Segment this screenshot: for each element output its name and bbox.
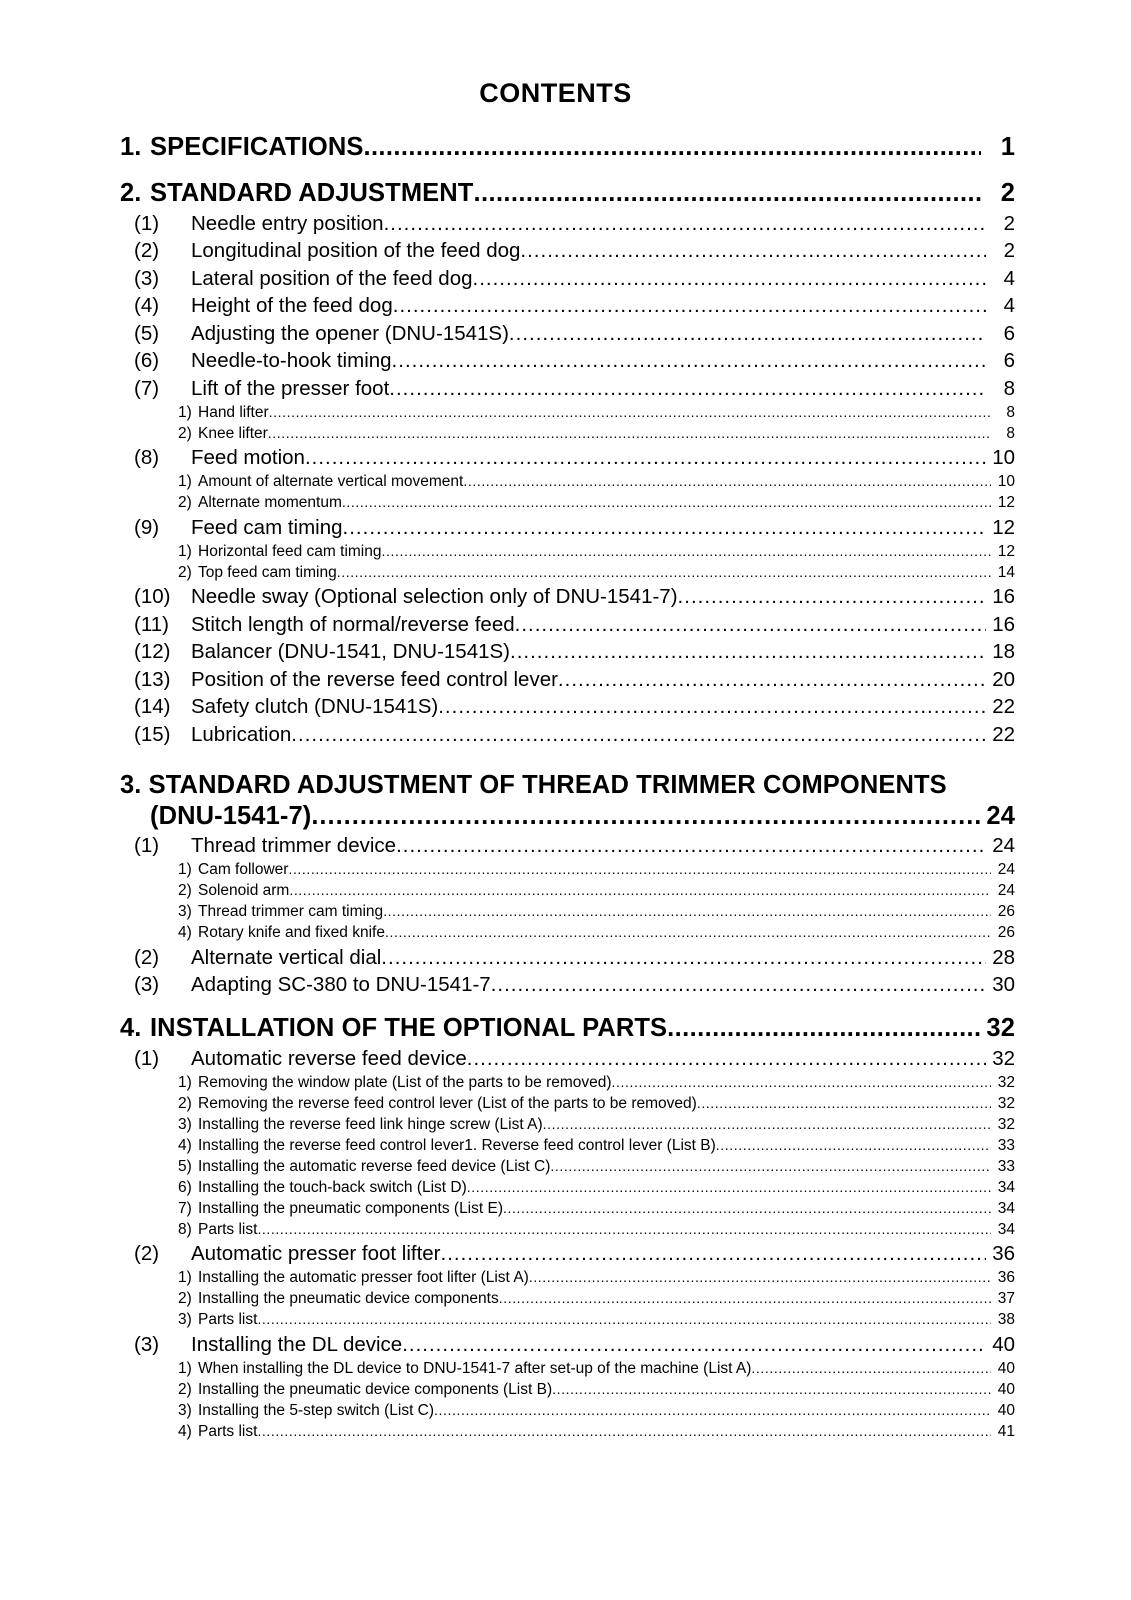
toc-entry-label: Installing the touch-back switch (List D) xyxy=(198,1178,467,1196)
toc-entry-label: INSTALLATION OF THE OPTIONAL PARTS xyxy=(150,1014,668,1042)
toc-page-number: 22 xyxy=(992,695,1015,718)
toc-entry-number: (15) xyxy=(134,722,171,746)
toc-page-number: 12 xyxy=(992,515,1015,539)
toc-entry-level3[interactable] xyxy=(120,1200,1015,1218)
toc-page-number: 24 xyxy=(997,861,1015,878)
toc-entry-number: 7) xyxy=(178,1199,192,1217)
toc-entry-number: 1) xyxy=(178,1269,192,1286)
toc-entry-label: Installing the pneumatic components (List E) xyxy=(198,1199,503,1217)
toc-entry-label: Safety clutch (DNU-1541S) xyxy=(191,695,439,718)
toc-page-number: 36 xyxy=(997,1269,1015,1286)
toc-page-number: 24 xyxy=(992,834,1015,857)
toc-entry-number: 2) xyxy=(178,1094,192,1112)
toc-leader-dots xyxy=(384,212,986,236)
toc-page-number: 32 xyxy=(992,1046,1015,1070)
toc-entry-label: Removing the reverse feed control lever (List of the parts to be removed) xyxy=(198,1094,697,1112)
toc-leader-dots xyxy=(510,640,986,664)
toc-entry-label-continued: (DNU-1541-7) xyxy=(150,801,312,830)
toc-entry-label: When installing the DL device to DNU-1541-7 after set-up of the machine (List A) xyxy=(198,1359,752,1377)
toc-entry-number: 3) xyxy=(178,1311,192,1328)
toc-page-number: 20 xyxy=(992,667,1015,691)
toc-entry-number: 3) xyxy=(178,1401,192,1419)
toc-leader-dots xyxy=(678,585,986,609)
toc-entry-label: Knee lifter xyxy=(198,424,268,442)
toc-entry-level2[interactable] xyxy=(120,267,1015,291)
toc-entry-number: 3) xyxy=(178,903,192,920)
toc-entry-level3[interactable] xyxy=(120,882,1015,900)
toc-page-number: 1 xyxy=(1000,133,1015,161)
toc-entry-number: 3) xyxy=(178,1115,192,1133)
toc-entry-label: Automatic presser foot lifter xyxy=(191,1242,441,1265)
toc-page-number: 6 xyxy=(1003,321,1015,345)
toc-page-number: 33 xyxy=(997,1136,1015,1154)
toc-entry-number: 4) xyxy=(178,924,192,941)
toc-leader-dots xyxy=(342,494,991,512)
toc-leader-dots xyxy=(268,425,991,443)
toc-leader-dots xyxy=(515,613,986,637)
toc-leader-dots xyxy=(697,1095,991,1113)
toc-entry-number: (5) xyxy=(134,321,160,345)
toc-entry-label: Longitudinal position of the feed dog xyxy=(191,239,521,262)
toc-entry-level2[interactable] xyxy=(120,1242,1015,1266)
toc-entry-number: 5) xyxy=(178,1157,192,1175)
toc-entry-level3[interactable] xyxy=(120,473,1015,491)
toc-entry-number: 3. xyxy=(120,770,142,799)
toc-entry-label: Removing the window plate (List of the parts to be removed) xyxy=(198,1073,612,1091)
toc-entry-number: 2) xyxy=(178,424,192,442)
toc-page-number: 4 xyxy=(1003,266,1015,290)
toc-entry-level3[interactable] xyxy=(120,1381,1015,1399)
toc-entry-level2[interactable] xyxy=(120,377,1015,401)
toc-entry-label: Feed motion xyxy=(191,446,305,469)
toc-leader-dots xyxy=(716,1137,991,1155)
toc-entry-level3[interactable] xyxy=(120,861,1015,879)
toc-entry-title-line2 xyxy=(120,802,1015,831)
toc-entry-label: Installing the 5-step switch (List C) xyxy=(198,1401,435,1419)
toc-entry-level3[interactable] xyxy=(120,1158,1015,1176)
toc-page-number: 2 xyxy=(1000,179,1015,207)
toc-entry-level2[interactable] xyxy=(120,640,1015,664)
toc-leader-dots xyxy=(520,239,986,263)
toc-leader-dots xyxy=(257,1423,991,1441)
toc-entry-number: 4) xyxy=(178,1422,192,1440)
toc-entry-level2[interactable] xyxy=(120,585,1015,609)
toc-entry-number: 2) xyxy=(178,1380,192,1398)
toc-entry-label: STANDARD ADJUSTMENT xyxy=(150,179,474,207)
toc-entry-number: (3) xyxy=(134,266,160,290)
toc-entry-label: Solenoid arm xyxy=(198,882,290,899)
toc-page-number: 41 xyxy=(997,1422,1015,1440)
toc-entry-label: Lubrication xyxy=(191,722,292,746)
toc-entry-label: Alternate momentum xyxy=(198,494,342,511)
toc-entry-level2[interactable] xyxy=(120,668,1015,692)
toc-entry-level3[interactable] xyxy=(120,543,1015,561)
toc-leader-dots xyxy=(667,1014,981,1043)
toc-leader-dots xyxy=(473,179,981,208)
toc-page-number: 8 xyxy=(1003,376,1015,400)
toc-entry-number: 1) xyxy=(178,1073,192,1091)
page-title: CONTENTS xyxy=(479,78,632,108)
toc-entry-number: 1) xyxy=(178,542,192,560)
toc-leader-dots xyxy=(550,1158,991,1176)
toc-leader-dots xyxy=(289,882,991,900)
toc-entry-number: (12) xyxy=(134,640,171,663)
toc-entry-level2[interactable] xyxy=(120,322,1015,346)
toc-entry-level3[interactable] xyxy=(120,1137,1015,1155)
toc-entry-label: Height of the feed dog xyxy=(191,294,393,317)
toc-entry-level1[interactable] xyxy=(120,179,1015,208)
toc-page-number: 8 xyxy=(1006,424,1015,442)
toc-leader-dots xyxy=(343,516,986,540)
toc-entry-number: 4) xyxy=(178,1136,192,1154)
toc-page-number: 24 xyxy=(997,882,1015,899)
toc-entry-number: (1) xyxy=(134,211,160,235)
toc-entry-level2[interactable] xyxy=(120,239,1015,263)
toc-page-number: 16 xyxy=(992,612,1015,636)
toc-entry-label: Needle entry position xyxy=(191,211,384,235)
toc-page-number: 4 xyxy=(1003,294,1015,317)
toc-entry-level2[interactable] xyxy=(120,294,1015,318)
toc-entry-level2[interactable] xyxy=(120,349,1015,373)
toc-page-number: 32 xyxy=(997,1115,1015,1133)
toc-leader-dots xyxy=(311,802,981,831)
toc-entry-level3[interactable] xyxy=(120,1269,1015,1287)
toc-entry-label: Balancer (DNU-1541, DNU-1541S) xyxy=(191,640,511,663)
toc-leader-dots xyxy=(529,1269,991,1287)
toc-page-number: 22 xyxy=(992,722,1015,746)
toc-page-number: 40 xyxy=(992,1332,1015,1356)
toc-entry-number: 2) xyxy=(178,1290,192,1307)
toc-page-number: 2 xyxy=(1003,211,1015,235)
toc-entry-label: Thread trimmer cam timing xyxy=(198,903,384,920)
toc-entry-number: (3) xyxy=(134,1332,160,1356)
toc-entry-number: 1) xyxy=(178,861,192,878)
toc-entry-number: 2) xyxy=(178,563,192,581)
toc-entry-number: 2) xyxy=(178,882,192,899)
toc-entry-label: Installing the reverse feed link hinge screw (List A) xyxy=(198,1115,543,1133)
toc-entry-level3[interactable] xyxy=(120,1423,1015,1441)
toc-leader-dots xyxy=(383,903,991,921)
toc-entry-level3[interactable] xyxy=(120,1179,1015,1197)
toc-leader-dots xyxy=(473,267,986,291)
toc-entry-number: 8) xyxy=(178,1220,192,1238)
toc-entry-label: Needle-to-hook timing xyxy=(191,349,392,372)
toc-entry-label: Feed cam timing xyxy=(191,515,343,539)
toc-entry-number: (1) xyxy=(134,1046,160,1070)
toc-entry-number: 1. xyxy=(120,133,142,161)
toc-entry-level3[interactable] xyxy=(120,903,1015,921)
toc-page-number: 37 xyxy=(997,1290,1015,1307)
toc-entry-level2[interactable] xyxy=(120,613,1015,637)
toc-leader-dots xyxy=(389,377,986,401)
toc-leader-dots xyxy=(363,133,981,162)
toc-leader-dots xyxy=(305,446,986,470)
toc-entry-number: (1) xyxy=(134,834,160,857)
toc-entry-label: SPECIFICATIONS xyxy=(150,133,364,161)
toc-entry-label: Parts list xyxy=(198,1311,258,1328)
toc-leader-dots xyxy=(612,1074,991,1092)
toc-entry-number: (11) xyxy=(134,612,169,636)
toc-entry-label: Amount of alternate vertical movement xyxy=(198,473,464,490)
toc-entry-number: (3) xyxy=(134,973,160,996)
toc-leader-dots xyxy=(467,1179,991,1197)
toc-leader-dots xyxy=(434,1402,991,1420)
toc-entry-number: (14) xyxy=(134,695,171,718)
toc-entry-level3[interactable] xyxy=(120,564,1015,582)
toc-leader-dots xyxy=(269,404,991,422)
toc-leader-dots xyxy=(751,1360,991,1378)
toc-page-number: 26 xyxy=(997,903,1015,920)
toc-entry-label: Top feed cam timing xyxy=(198,563,337,581)
toc-entry-level3[interactable] xyxy=(120,1116,1015,1134)
toc-leader-dots xyxy=(382,543,992,561)
toc-entry-number: 1) xyxy=(178,1359,192,1377)
toc-leader-dots xyxy=(467,1047,986,1071)
toc-entry-level2[interactable] xyxy=(120,695,1015,719)
toc-leader-dots xyxy=(402,1333,986,1357)
toc-entry-level2[interactable] xyxy=(120,212,1015,236)
toc-entry-number: 1) xyxy=(178,473,192,490)
toc-entry-number: (6) xyxy=(134,349,160,372)
toc-entry-label: Alternate vertical dial xyxy=(191,945,382,969)
toc-page-number: 34 xyxy=(997,1199,1015,1217)
toc-entry-level2[interactable] xyxy=(120,446,1015,470)
toc-leader-dots xyxy=(393,294,986,318)
toc-entry-label: Cam follower xyxy=(198,861,289,878)
toc-entry-label: Hand lifter xyxy=(198,403,269,421)
toc-entry-level3[interactable] xyxy=(120,494,1015,512)
toc-entry-label: Adapting SC-380 to DNU-1541-7 xyxy=(191,973,491,996)
toc-entry-level3[interactable] xyxy=(120,425,1015,443)
toc-page-number: 12 xyxy=(997,542,1015,560)
toc-entry-level3[interactable] xyxy=(120,1074,1015,1092)
toc-entry-label: Stitch length of normal/reverse feed xyxy=(191,612,515,636)
toc-leader-dots xyxy=(337,564,991,582)
toc-leader-dots xyxy=(291,723,986,747)
toc-page-number: 28 xyxy=(992,945,1015,969)
toc-page-number: 10 xyxy=(992,446,1015,469)
toc-page-number: 24 xyxy=(986,801,1015,830)
toc-entry-label: Lift of the presser foot xyxy=(191,376,390,400)
toc-page-number: 32 xyxy=(986,1014,1015,1042)
toc-entry-label: Installing the automatic presser foot lifter (List A) xyxy=(198,1269,529,1286)
toc-entry-level1[interactable] xyxy=(120,771,1015,831)
toc-page-number: 40 xyxy=(997,1401,1015,1419)
toc-entry-number: (9) xyxy=(134,515,160,539)
toc-leader-dots xyxy=(558,668,986,692)
toc-entry-level2[interactable] xyxy=(120,723,1015,747)
toc-page-number: 26 xyxy=(997,924,1015,941)
toc-leader-dots xyxy=(396,834,986,858)
toc-entry-level3[interactable] xyxy=(120,1360,1015,1378)
toc-entry-number: 1) xyxy=(178,403,192,421)
table-of-contents xyxy=(0,133,1131,1441)
toc-entry-label: Adjusting the opener (DNU-1541S) xyxy=(191,321,509,345)
toc-page-number: 6 xyxy=(1003,349,1015,372)
toc-entry-number: (4) xyxy=(134,294,160,317)
toc-leader-dots xyxy=(552,1381,991,1399)
toc-leader-dots xyxy=(503,1200,991,1218)
toc-entry-number: (2) xyxy=(134,945,160,969)
toc-entry-label: Parts list xyxy=(198,1422,258,1440)
toc-leader-dots xyxy=(288,861,991,879)
toc-entry-label: Installing the DL device xyxy=(191,1332,403,1356)
toc-entry-number: (2) xyxy=(134,1242,160,1265)
toc-page-number: 14 xyxy=(997,563,1015,581)
toc-page-number: 10 xyxy=(997,473,1015,490)
toc-leader-dots xyxy=(491,973,986,997)
toc-entry-level3[interactable] xyxy=(120,1221,1015,1239)
toc-entry-level1[interactable] xyxy=(120,133,1015,162)
toc-entry-label: Installing the pneumatic device components (List B) xyxy=(198,1380,553,1398)
toc-entry-level3[interactable] xyxy=(120,1311,1015,1329)
toc-entry-label: Horizontal feed cam timing xyxy=(198,542,382,560)
toc-entry-number: (10) xyxy=(134,585,171,608)
toc-page-number: 34 xyxy=(997,1178,1015,1196)
toc-entry-label: Lateral position of the feed dog xyxy=(191,266,473,290)
toc-entry-label: STANDARD ADJUSTMENT OF THREAD TRIMMER COMPONENTS xyxy=(148,770,947,799)
toc-entry-level3[interactable] xyxy=(120,1402,1015,1420)
toc-entry-number: 2) xyxy=(178,494,192,511)
toc-entry-label: Rotary knife and fixed knife xyxy=(198,924,385,941)
toc-entry-level3[interactable] xyxy=(120,404,1015,422)
toc-entry-label: Needle sway (Optional selection only of DNU-1541-7) xyxy=(191,585,678,608)
toc-entry-label: Position of the reverse feed control lever xyxy=(191,667,558,691)
toc-leader-dots xyxy=(463,473,991,491)
toc-entry-level2[interactable] xyxy=(120,1333,1015,1357)
toc-leader-dots xyxy=(543,1116,991,1134)
toc-entry-level2[interactable] xyxy=(120,1047,1015,1071)
toc-page-number: 33 xyxy=(997,1157,1015,1175)
toc-leader-dots xyxy=(509,322,986,346)
toc-page-number: 36 xyxy=(992,1242,1015,1265)
toc-entry-level3[interactable] xyxy=(120,924,1015,942)
toc-entry-level3[interactable] xyxy=(120,1290,1015,1308)
toc-entry-label: Thread trimmer device xyxy=(191,834,397,857)
toc-leader-dots xyxy=(385,924,991,942)
toc-entry-level2[interactable] xyxy=(120,946,1015,970)
toc-entry-number: 4. xyxy=(120,1014,142,1042)
toc-page-number: 18 xyxy=(992,640,1015,663)
toc-leader-dots xyxy=(381,946,986,970)
toc-leader-dots xyxy=(257,1311,991,1329)
toc-entry-number: (13) xyxy=(134,667,171,691)
toc-entry-label: Installing the pneumatic device components xyxy=(198,1290,499,1307)
toc-page-number: 32 xyxy=(997,1094,1015,1112)
toc-entry-level3[interactable] xyxy=(120,1095,1015,1113)
toc-page-number: 38 xyxy=(997,1311,1015,1328)
toc-leader-dots xyxy=(499,1290,991,1308)
toc-leader-dots xyxy=(392,349,986,373)
toc-leader-dots xyxy=(438,695,986,719)
toc-entry-number: 6) xyxy=(178,1178,192,1196)
toc-entry-number: (8) xyxy=(134,446,160,469)
toc-entry-number: (2) xyxy=(134,239,160,262)
toc-page-number: 34 xyxy=(997,1220,1015,1238)
toc-entry-number: (7) xyxy=(134,376,160,400)
toc-page-number: 32 xyxy=(997,1073,1015,1091)
toc-leader-dots xyxy=(257,1221,991,1239)
toc-entry-level2[interactable] xyxy=(120,973,1015,997)
toc-page-number: 40 xyxy=(997,1359,1015,1377)
toc-page-number: 16 xyxy=(992,585,1015,608)
toc-page-number: 8 xyxy=(1006,403,1015,421)
toc-page-number: 12 xyxy=(997,494,1015,511)
toc-entry-number: 2. xyxy=(120,179,142,207)
toc-page-number: 30 xyxy=(992,973,1015,996)
toc-entry-label: Parts list xyxy=(198,1220,258,1238)
toc-entry-label: Installing the automatic reverse feed device (List C) xyxy=(198,1157,551,1175)
toc-entry-level2[interactable] xyxy=(120,834,1015,858)
toc-entry-level2[interactable] xyxy=(120,516,1015,540)
toc-page-number: 40 xyxy=(997,1380,1015,1398)
toc-entry-level1[interactable] xyxy=(120,1014,1015,1043)
toc-entry-title-line1 xyxy=(120,771,1015,800)
toc-page-number: 2 xyxy=(1003,239,1015,262)
toc-entry-label: Installing the reverse feed control lever1. Reverse feed control lever (List B) xyxy=(198,1136,716,1154)
toc-entry-label: Automatic reverse feed device xyxy=(191,1046,467,1070)
toc-leader-dots xyxy=(441,1242,986,1266)
